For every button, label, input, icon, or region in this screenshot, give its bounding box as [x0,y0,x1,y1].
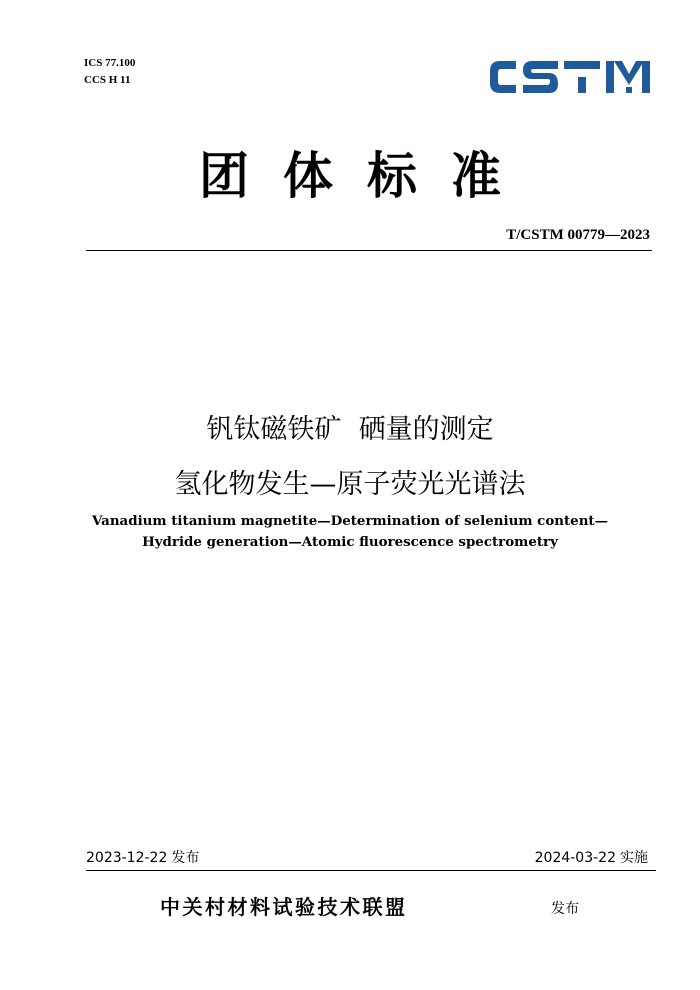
issue-date-block [86,847,199,867]
implement-label: 实施 [620,850,648,866]
title-en-line1: Vanadium titanium magnetite—Determination of selenium content— [91,513,609,529]
top-divider [86,250,652,251]
classification-codes [84,55,135,89]
bottom-divider [86,870,656,871]
cstm-logo [486,52,652,102]
implement-date: 2024-03-22 [534,850,616,866]
standard-number: T/CSTM 00779—2023 [506,227,650,243]
issue-date: 2023-12-22 [86,850,168,866]
publisher-label: 发布 [551,901,579,917]
title-zh-line1: 钒钛磁铁矿 硒量的测定 [206,414,494,445]
title-zh-line2: 氢化物发生—原子荧光光谱法 [174,469,526,500]
issue-label: 发布 [171,850,200,866]
publisher-name: 中关村材料试验技术联盟 [160,895,408,919]
ics-code: ICS 77.100 [84,57,136,69]
title-en-line2: Hydride generation—Atomic fluorescence spectrometry [142,534,558,550]
ccs-code: CCS H 11 [84,74,131,86]
implement-date-block [535,847,648,867]
document-type-heading: 团体标准 [199,147,535,205]
